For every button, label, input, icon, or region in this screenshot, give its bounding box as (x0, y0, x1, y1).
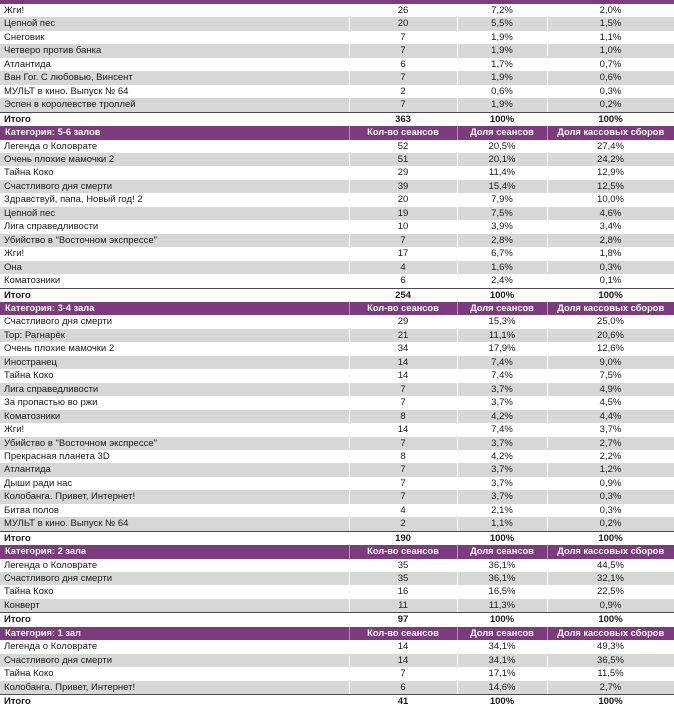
film-share-sessions: 0,6% (457, 85, 547, 98)
film-title: Тор: Рагнарёк (0, 329, 349, 342)
film-share-boxoffice: 0,2% (547, 98, 674, 112)
film-sessions: 14 (349, 369, 457, 382)
column-header-share-boxoffice: Доля кассовых сборов (547, 545, 674, 558)
film-sessions: 7 (349, 396, 457, 409)
film-sessions: 6 (349, 274, 457, 288)
table-row (0, 98, 674, 112)
film-share-sessions: 1,9% (457, 31, 547, 44)
film-sessions: 20 (349, 193, 457, 206)
film-share-sessions: 7,4% (457, 423, 547, 436)
film-share-sessions: 7,4% (457, 369, 547, 382)
column-header-share-boxoffice: Доля кассовых сборов (547, 627, 674, 640)
film-title: Лига справедливости (0, 383, 349, 396)
film-share-sessions: 20,5% (457, 140, 547, 153)
film-share-boxoffice: 3,7% (547, 423, 674, 436)
table-row (0, 342, 674, 355)
category-title: Категория: 5-6 залов (0, 126, 349, 139)
film-sessions: 20 (349, 17, 457, 30)
film-sessions: 6 (349, 58, 457, 71)
film-share-boxoffice: 1,8% (547, 247, 674, 260)
film-sessions: 35 (349, 559, 457, 572)
table-row (0, 58, 674, 71)
table-row (0, 504, 674, 517)
film-share-sessions: 3,7% (457, 490, 547, 503)
film-share-boxoffice: 0,9% (547, 477, 674, 490)
table-row (0, 180, 674, 193)
table-row (0, 220, 674, 233)
category-title: Категория: 2 зала (0, 545, 349, 558)
film-share-boxoffice: 4,6% (547, 207, 674, 220)
film-sessions: 4 (349, 261, 457, 274)
film-share-boxoffice: 27,4% (547, 140, 674, 153)
film-title: Счастливого дня смерти (0, 572, 349, 585)
film-share-sessions: 15,4% (457, 180, 547, 193)
table-row (0, 140, 674, 153)
table-body (0, 4, 674, 709)
film-title: Жги! (0, 423, 349, 436)
film-title: Прекрасная планета 3D (0, 450, 349, 463)
column-header-share-sessions: Доля сеансов (457, 545, 547, 558)
table-row (0, 450, 674, 463)
total-sessions: 363 (349, 112, 457, 126)
film-sessions: 14 (349, 654, 457, 667)
table-row (0, 329, 674, 342)
column-header-share-boxoffice: Доля кассовых сборов (547, 302, 674, 315)
film-title: Тайна Коко (0, 585, 349, 598)
film-sessions: 7 (349, 490, 457, 503)
film-sessions: 35 (349, 572, 457, 585)
film-title: Иностранец (0, 356, 349, 369)
table-row (0, 4, 674, 17)
film-share-boxoffice: 0,7% (547, 58, 674, 71)
film-sessions: 11 (349, 599, 457, 613)
film-title: Здравствуй, папа, Новый год! 2 (0, 193, 349, 206)
film-share-boxoffice: 4,4% (547, 410, 674, 423)
film-title: Колобанга. Привет, Интернет! (0, 681, 349, 695)
film-share-sessions: 36,1% (457, 572, 547, 585)
table-row (0, 640, 674, 653)
film-share-boxoffice: 2,7% (547, 437, 674, 450)
total-row (0, 695, 674, 709)
film-title: Эспен в королевстве троллей (0, 98, 349, 112)
film-sessions: 14 (349, 423, 457, 436)
table-row (0, 234, 674, 247)
table-row (0, 17, 674, 30)
table-row (0, 599, 674, 613)
table-row (0, 477, 674, 490)
table-row (0, 356, 674, 369)
film-sessions: 7 (349, 71, 457, 84)
film-share-boxoffice: 2,7% (547, 681, 674, 695)
total-share-sessions: 100% (457, 112, 547, 126)
table-row (0, 153, 674, 166)
film-share-boxoffice: 0,9% (547, 599, 674, 613)
film-share-boxoffice: 4,9% (547, 383, 674, 396)
film-title: Жги! (0, 247, 349, 260)
film-share-sessions: 1,6% (457, 261, 547, 274)
film-title: Дыши ради нас (0, 477, 349, 490)
film-share-sessions: 3,7% (457, 477, 547, 490)
column-header-sessions: Кол-во сеансов (349, 627, 457, 640)
film-sessions: 4 (349, 504, 457, 517)
film-share-sessions: 1,9% (457, 44, 547, 57)
total-row (0, 112, 674, 126)
film-share-boxoffice: 7,5% (547, 369, 674, 382)
film-share-sessions: 3,7% (457, 396, 547, 409)
film-share-boxoffice: 1,5% (547, 17, 674, 30)
total-row (0, 613, 674, 627)
total-share-boxoffice: 100% (547, 288, 674, 302)
film-title: Цепной пес (0, 17, 349, 30)
table-row (0, 315, 674, 328)
table-row (0, 572, 674, 585)
film-title: Тайна Коко (0, 369, 349, 382)
film-share-boxoffice: 2,0% (547, 4, 674, 17)
film-sessions: 26 (349, 4, 457, 17)
film-share-sessions: 4,2% (457, 450, 547, 463)
total-share-sessions: 100% (457, 613, 547, 627)
total-share-boxoffice: 100% (547, 695, 674, 709)
film-sessions: 7 (349, 437, 457, 450)
film-share-sessions: 3,7% (457, 383, 547, 396)
column-header-sessions: Кол-во сеансов (349, 302, 457, 315)
film-share-sessions: 5,5% (457, 17, 547, 30)
total-share-sessions: 100% (457, 531, 547, 545)
film-sessions: 7 (349, 31, 457, 44)
film-title: МУЛЬТ в кино. Выпуск № 64 (0, 517, 349, 531)
film-share-boxoffice: 32,1% (547, 572, 674, 585)
film-share-sessions: 1,9% (457, 98, 547, 112)
table-row (0, 667, 674, 680)
film-share-sessions: 2,4% (457, 274, 547, 288)
film-share-sessions: 2,8% (457, 234, 547, 247)
film-share-sessions: 11,1% (457, 329, 547, 342)
table-row (0, 410, 674, 423)
table-row (0, 681, 674, 695)
film-share-boxoffice: 0,3% (547, 85, 674, 98)
film-share-sessions: 6,7% (457, 247, 547, 260)
table-row (0, 396, 674, 409)
category-header-row (0, 627, 674, 640)
film-share-sessions: 7,4% (457, 356, 547, 369)
film-title: Счастливого дня смерти (0, 654, 349, 667)
film-sessions: 29 (349, 166, 457, 179)
film-share-sessions: 7,9% (457, 193, 547, 206)
film-title: Тайна Коко (0, 166, 349, 179)
film-share-boxoffice: 2,8% (547, 234, 674, 247)
total-row (0, 531, 674, 545)
film-title: Счастливого дня смерти (0, 315, 349, 328)
film-sessions: 52 (349, 140, 457, 153)
film-share-boxoffice: 22,5% (547, 585, 674, 598)
table-row (0, 166, 674, 179)
table-row (0, 517, 674, 531)
film-title: Снеговик (0, 31, 349, 44)
film-title: Жги! (0, 4, 349, 17)
film-title: Четверо против банка (0, 44, 349, 57)
film-sessions: 7 (349, 44, 457, 57)
film-sessions: 6 (349, 681, 457, 695)
table-row (0, 71, 674, 84)
film-share-boxoffice: 1,2% (547, 463, 674, 476)
film-share-boxoffice: 2,2% (547, 450, 674, 463)
film-sessions: 51 (349, 153, 457, 166)
film-share-sessions: 34,1% (457, 640, 547, 653)
table-row (0, 490, 674, 503)
film-title: Коматозники (0, 274, 349, 288)
film-share-sessions: 14,6% (457, 681, 547, 695)
total-row (0, 288, 674, 302)
total-share-boxoffice: 100% (547, 112, 674, 126)
film-share-sessions: 2,1% (457, 504, 547, 517)
table-row (0, 463, 674, 476)
film-share-boxoffice: 0,6% (547, 71, 674, 84)
film-sessions: 7 (349, 383, 457, 396)
film-share-sessions: 7,2% (457, 4, 547, 17)
table-row (0, 369, 674, 382)
column-header-share-sessions: Доля сеансов (457, 627, 547, 640)
film-sessions: 8 (349, 410, 457, 423)
film-share-boxoffice: 20,6% (547, 329, 674, 342)
film-title: Очень плохие мамочки 2 (0, 153, 349, 166)
film-sessions: 14 (349, 356, 457, 369)
film-share-boxoffice: 9,0% (547, 356, 674, 369)
film-sessions: 7 (349, 667, 457, 680)
film-share-boxoffice: 0,2% (547, 517, 674, 531)
film-sessions: 7 (349, 98, 457, 112)
film-share-sessions: 16,5% (457, 585, 547, 598)
table-row (0, 193, 674, 206)
film-title: Конверт (0, 599, 349, 613)
film-share-boxoffice: 24,2% (547, 153, 674, 166)
film-share-sessions: 1,9% (457, 71, 547, 84)
film-title: Легенда о Коловрате (0, 640, 349, 653)
film-title: Атлантида (0, 463, 349, 476)
film-share-boxoffice: 0,3% (547, 504, 674, 517)
film-share-sessions: 20,1% (457, 153, 547, 166)
film-sessions: 19 (349, 207, 457, 220)
column-header-sessions: Кол-во сеансов (349, 545, 457, 558)
total-label: Итого (0, 695, 349, 709)
film-share-sessions: 17,1% (457, 667, 547, 680)
film-share-boxoffice: 12,9% (547, 166, 674, 179)
film-share-boxoffice: 11,5% (547, 667, 674, 680)
total-label: Итого (0, 613, 349, 627)
film-title: Очень плохие мамочки 2 (0, 342, 349, 355)
film-share-sessions: 3,7% (457, 437, 547, 450)
table-row (0, 383, 674, 396)
film-share-sessions: 1,1% (457, 517, 547, 531)
total-label: Итого (0, 112, 349, 126)
film-share-sessions: 7,5% (457, 207, 547, 220)
category-header-row (0, 126, 674, 139)
table-row (0, 31, 674, 44)
film-share-boxoffice: 12,6% (547, 342, 674, 355)
film-share-boxoffice: 1,1% (547, 31, 674, 44)
film-title: Убийство в "Восточном экспрессе" (0, 437, 349, 450)
film-title: За пропастью во ржи (0, 396, 349, 409)
film-share-sessions: 1,7% (457, 58, 547, 71)
film-title: Атлантида (0, 58, 349, 71)
film-title: Она (0, 261, 349, 274)
film-share-sessions: 11,4% (457, 166, 547, 179)
film-share-sessions: 17,9% (457, 342, 547, 355)
film-title: Тайна Коко (0, 667, 349, 680)
column-header-share-sessions: Доля сеансов (457, 126, 547, 139)
category-title: Категория: 3-4 зала (0, 302, 349, 315)
film-share-boxoffice: 36,5% (547, 654, 674, 667)
total-share-sessions: 100% (457, 288, 547, 302)
total-share-sessions: 100% (457, 695, 547, 709)
film-share-sessions: 11,3% (457, 599, 547, 613)
film-share-boxoffice: 0,3% (547, 261, 674, 274)
column-header-share-boxoffice: Доля кассовых сборов (547, 126, 674, 139)
total-share-boxoffice: 100% (547, 531, 674, 545)
table-row (0, 274, 674, 288)
total-sessions: 190 (349, 531, 457, 545)
film-title: Битва полов (0, 504, 349, 517)
film-share-boxoffice: 10,0% (547, 193, 674, 206)
category-header-row (0, 302, 674, 315)
film-title: Счастливого дня смерти (0, 180, 349, 193)
film-share-boxoffice: 25,0% (547, 315, 674, 328)
category-title: Категория: 1 зал (0, 627, 349, 640)
table-row (0, 437, 674, 450)
table-row (0, 423, 674, 436)
table-row (0, 261, 674, 274)
table-row (0, 654, 674, 667)
table-row (0, 207, 674, 220)
film-sessions: 7 (349, 234, 457, 247)
film-sessions: 2 (349, 517, 457, 531)
column-header-sessions: Кол-во сеансов (349, 126, 457, 139)
table-row (0, 247, 674, 260)
film-share-sessions: 4,2% (457, 410, 547, 423)
film-title: Цепной пес (0, 207, 349, 220)
film-share-boxoffice: 49,3% (547, 640, 674, 653)
film-share-sessions: 3,7% (457, 463, 547, 476)
film-share-boxoffice: 12,5% (547, 180, 674, 193)
film-sessions: 2 (349, 85, 457, 98)
film-title: Коматозники (0, 410, 349, 423)
film-share-sessions: 36,1% (457, 559, 547, 572)
total-sessions: 41 (349, 695, 457, 709)
table-row (0, 559, 674, 572)
film-title: МУЛЬТ в кино. Выпуск № 64 (0, 85, 349, 98)
sessions-share-table (0, 4, 674, 709)
column-header-share-sessions: Доля сеансов (457, 302, 547, 315)
total-sessions: 254 (349, 288, 457, 302)
total-label: Итого (0, 288, 349, 302)
film-share-boxoffice: 0,3% (547, 490, 674, 503)
film-sessions: 8 (349, 450, 457, 463)
film-sessions: 39 (349, 180, 457, 193)
category-header-row (0, 545, 674, 558)
film-share-boxoffice: 1,0% (547, 44, 674, 57)
film-sessions: 17 (349, 247, 457, 260)
film-sessions: 7 (349, 477, 457, 490)
film-share-sessions: 3,9% (457, 220, 547, 233)
film-sessions: 10 (349, 220, 457, 233)
film-sessions: 14 (349, 640, 457, 653)
film-sessions: 29 (349, 315, 457, 328)
film-share-boxoffice: 44,5% (547, 559, 674, 572)
total-share-boxoffice: 100% (547, 613, 674, 627)
film-title: Убийство в "Восточном экспрессе" (0, 234, 349, 247)
film-share-boxoffice: 4,5% (547, 396, 674, 409)
table-row (0, 85, 674, 98)
film-share-boxoffice: 0,1% (547, 274, 674, 288)
film-share-sessions: 15,3% (457, 315, 547, 328)
film-title: Лига справедливости (0, 220, 349, 233)
table-row (0, 585, 674, 598)
film-sessions: 7 (349, 463, 457, 476)
film-sessions: 34 (349, 342, 457, 355)
film-title: Ван Гог. С любовью, Винсент (0, 71, 349, 84)
film-sessions: 16 (349, 585, 457, 598)
film-title: Легенда о Коловрате (0, 140, 349, 153)
film-share-sessions: 34,1% (457, 654, 547, 667)
total-sessions: 97 (349, 613, 457, 627)
film-title: Легенда о Коловрате (0, 559, 349, 572)
film-share-boxoffice: 3,4% (547, 220, 674, 233)
film-sessions: 21 (349, 329, 457, 342)
total-label: Итого (0, 531, 349, 545)
table-row (0, 44, 674, 57)
film-title: Колобанга. Привет, Интернет! (0, 490, 349, 503)
